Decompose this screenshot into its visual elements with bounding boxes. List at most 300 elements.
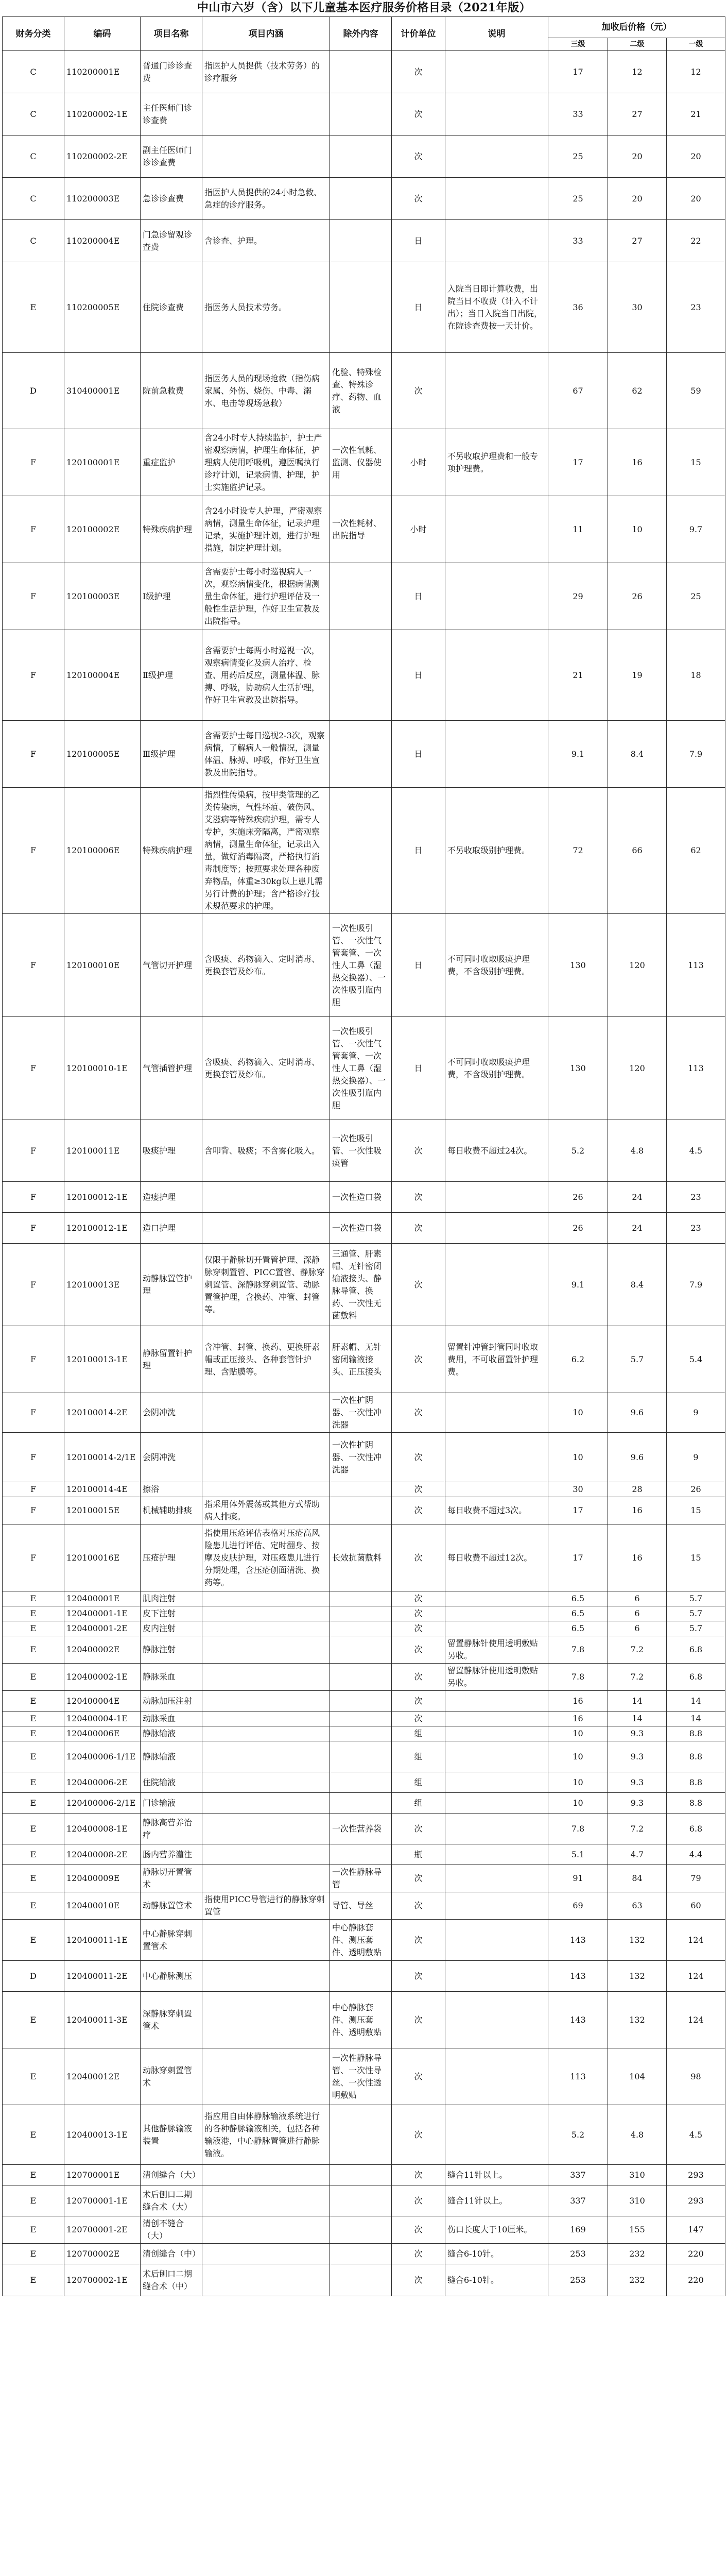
row-price-level-1: 220 xyxy=(667,2264,725,2296)
row-excluded: 导管、导丝 xyxy=(330,1892,392,1920)
row-excluded xyxy=(330,178,392,220)
row-name: 吸痰护理 xyxy=(141,1120,202,1182)
row-price-level-3: 253 xyxy=(548,2244,608,2264)
row-price-level-2: 28 xyxy=(608,1482,667,1497)
row-content xyxy=(202,1726,330,1741)
row-price-level-2: 27 xyxy=(608,93,667,135)
row-code: 110200001E xyxy=(64,51,141,93)
row-content: 指医护人员提供（技术劳务）的诊疗服务 xyxy=(202,51,330,93)
row-note xyxy=(445,1844,548,1865)
row-note xyxy=(445,1992,548,2048)
row-price-level-2: 9.6 xyxy=(608,1393,667,1433)
row-unit: 次 xyxy=(392,1865,445,1892)
row-content: 含需要护士每日巡视2-3次，观察病情，了解病人一般情况，测量体温、脉搏、呼吸，作好卫生宣教及出院指导。 xyxy=(202,721,330,788)
table-row xyxy=(3,1017,725,1120)
row-category: E xyxy=(3,1920,64,1961)
table-row xyxy=(3,262,725,353)
row-unit: 次 xyxy=(392,1621,445,1636)
row-excluded: 一次性造口袋 xyxy=(330,1213,392,1244)
row-name: 门急诊留观诊查费 xyxy=(141,220,202,262)
table-row xyxy=(3,788,725,914)
row-price-level-2: 12 xyxy=(608,51,667,93)
row-price-level-2: 62 xyxy=(608,353,667,429)
row-category: C xyxy=(3,93,64,135)
row-price-level-1: 15 xyxy=(667,1497,725,1524)
row-note xyxy=(445,51,548,93)
row-price-level-3: 5.1 xyxy=(548,1844,608,1865)
row-category: E xyxy=(3,2264,64,2296)
row-content xyxy=(202,1844,330,1865)
row-note xyxy=(445,220,548,262)
row-price-level-3: 6.5 xyxy=(548,1621,608,1636)
row-content xyxy=(202,1920,330,1961)
row-category: C xyxy=(3,135,64,178)
row-excluded xyxy=(330,1621,392,1636)
row-unit: 次 xyxy=(392,2048,445,2105)
row-content xyxy=(202,1793,330,1814)
table-row xyxy=(3,1244,725,1326)
row-category: E xyxy=(3,2216,64,2244)
row-content xyxy=(202,1393,330,1433)
row-note xyxy=(445,1920,548,1961)
row-excluded xyxy=(330,2264,392,2296)
row-excluded xyxy=(330,2105,392,2165)
row-excluded xyxy=(330,1772,392,1793)
row-excluded: 化验、特殊检查、特殊诊疗、药物、血液 xyxy=(330,353,392,429)
row-unit: 次 xyxy=(392,178,445,220)
row-code: 120100014-2/1E xyxy=(64,1433,141,1482)
row-note xyxy=(445,1182,548,1213)
row-content xyxy=(202,1213,330,1244)
row-code: 120400011-2E xyxy=(64,1961,141,1992)
row-name: 静脉注射 xyxy=(141,1636,202,1664)
row-excluded: 三通管、肝素帽、无针密闭输液接头、静脉导管、换药、一次性无菌敷料 xyxy=(330,1244,392,1326)
row-price-level-2: 7.2 xyxy=(608,1814,667,1844)
header-name: 项目名称 xyxy=(141,17,202,51)
row-name: 肠内营养灌注 xyxy=(141,1844,202,1865)
table-row xyxy=(3,496,725,563)
row-note xyxy=(445,1793,548,1814)
row-price-level-3: 67 xyxy=(548,353,608,429)
row-price-level-3: 10 xyxy=(548,1741,608,1772)
row-note: 缝合6-10针。 xyxy=(445,2244,548,2264)
table-row xyxy=(3,220,725,262)
row-price-level-1: 293 xyxy=(667,2185,725,2216)
row-price-level-1: 124 xyxy=(667,1920,725,1961)
row-name: 静脉采血 xyxy=(141,1664,202,1691)
row-code: 120100001E xyxy=(64,429,141,496)
row-code: 120400011-1E xyxy=(64,1920,141,1961)
row-note xyxy=(445,1393,548,1433)
row-price-level-2: 16 xyxy=(608,1524,667,1591)
table-row xyxy=(3,1726,725,1741)
row-price-level-2: 9.3 xyxy=(608,1793,667,1814)
row-name: 动脉采血 xyxy=(141,1711,202,1726)
row-unit: 次 xyxy=(392,1213,445,1244)
row-price-level-1: 98 xyxy=(667,2048,725,2105)
row-price-level-2: 104 xyxy=(608,2048,667,2105)
row-excluded xyxy=(330,1664,392,1691)
row-code: 120400013-1E xyxy=(64,2105,141,2165)
row-code: 120700001-1E xyxy=(64,2185,141,2216)
row-code: 120400004E xyxy=(64,1691,141,1711)
row-name: 清创缝合（大） xyxy=(141,2165,202,2185)
row-note: 缝合6-10针。 xyxy=(445,2264,548,2296)
row-price-level-1: 7.9 xyxy=(667,1244,725,1326)
header-note: 说明 xyxy=(445,17,548,51)
row-price-level-2: 132 xyxy=(608,1961,667,1992)
row-note: 不可同时收取吸痰护理费，不含级别护理费。 xyxy=(445,1017,548,1120)
row-price-level-2: 5.7 xyxy=(608,1326,667,1393)
row-code: 120100006E xyxy=(64,788,141,914)
row-name: 中心静脉测压 xyxy=(141,1961,202,1992)
row-name: 静脉切开置管术 xyxy=(141,1865,202,1892)
table-row xyxy=(3,1482,725,1497)
row-excluded: 中心静脉套件、测压套件、透明敷贴 xyxy=(330,1920,392,1961)
row-price-level-3: 7.8 xyxy=(548,1636,608,1664)
row-content xyxy=(202,1814,330,1844)
row-price-level-2: 310 xyxy=(608,2185,667,2216)
table-row xyxy=(3,2216,725,2244)
row-note: 留置静脉针使用透明敷贴另收。 xyxy=(445,1664,548,1691)
row-name: 皮内注射 xyxy=(141,1621,202,1636)
row-name: 会阴冲洗 xyxy=(141,1393,202,1433)
row-code: 120400002-1E xyxy=(64,1664,141,1691)
row-unit: 次 xyxy=(392,1591,445,1606)
row-price-level-1: 62 xyxy=(667,788,725,914)
row-category: E xyxy=(3,1814,64,1844)
row-content: 指烈性传染病，按甲类管理的乙类传染病，气性坏疽、破伤风、艾滋病等特殊疾病护理，需专人专护，实施床旁隔离，严密观察病情，测量生命体征，记录出入量，做好消毒隔离，严格执行消毒制度等；按照要求处理各种废弃物品，体重≥30kg以上患儿需另行计费的护理；含严格诊疗技术规范要求的护理。 xyxy=(202,788,330,914)
row-price-level-1: 79 xyxy=(667,1865,725,1892)
header-unit: 计价单位 xyxy=(392,17,445,51)
table-row xyxy=(3,1636,725,1664)
row-category: F xyxy=(3,1120,64,1182)
row-content xyxy=(202,1772,330,1793)
row-unit: 日 xyxy=(392,630,445,721)
table-row xyxy=(3,1621,725,1636)
row-unit: 次 xyxy=(392,93,445,135)
table-row xyxy=(3,135,725,178)
row-price-level-3: 6.5 xyxy=(548,1591,608,1606)
row-code: 120400011-3E xyxy=(64,1992,141,2048)
row-price-level-1: 6.8 xyxy=(667,1814,725,1844)
row-unit: 组 xyxy=(392,1793,445,1814)
row-code: 120700001E xyxy=(64,2165,141,2185)
table-row xyxy=(3,1772,725,1793)
row-category: E xyxy=(3,1621,64,1636)
row-category: F xyxy=(3,1326,64,1393)
table-row xyxy=(3,1326,725,1393)
row-price-level-3: 33 xyxy=(548,220,608,262)
row-price-level-1: 23 xyxy=(667,1182,725,1213)
row-note xyxy=(445,353,548,429)
row-price-level-1: 23 xyxy=(667,262,725,353)
row-note xyxy=(445,1865,548,1892)
table-row xyxy=(3,1497,725,1524)
row-note xyxy=(445,563,548,630)
row-excluded xyxy=(330,1636,392,1664)
row-price-level-2: 8.4 xyxy=(608,721,667,788)
row-price-level-3: 72 xyxy=(548,788,608,914)
row-content xyxy=(202,2185,330,2216)
row-price-level-3: 30 xyxy=(548,1482,608,1497)
row-excluded xyxy=(330,630,392,721)
row-price-level-1: 12 xyxy=(667,51,725,93)
row-excluded xyxy=(330,1741,392,1772)
row-code: 120100002E xyxy=(64,496,141,563)
table-row xyxy=(3,1992,725,2048)
row-unit: 次 xyxy=(392,1120,445,1182)
row-content: 含24小时设专人护理，严密观察病情，测量生命体征，记录护理记录，实施护理计划，进行护理措施，制定护理计划。 xyxy=(202,496,330,563)
row-content xyxy=(202,1182,330,1213)
row-excluded xyxy=(330,1591,392,1606)
row-content xyxy=(202,2264,330,2296)
row-code: 120400004-1E xyxy=(64,1711,141,1726)
row-note xyxy=(445,1433,548,1482)
row-note: 留置静脉针使用透明敷贴另收。 xyxy=(445,1636,548,1664)
row-content xyxy=(202,1591,330,1606)
row-price-level-2: 9.3 xyxy=(608,1741,667,1772)
row-category: E xyxy=(3,1844,64,1865)
row-category: E xyxy=(3,1865,64,1892)
row-name: 造瘘护理 xyxy=(141,1182,202,1213)
row-price-level-1: 8.8 xyxy=(667,1726,725,1741)
row-code: 120400006-1/1E xyxy=(64,1741,141,1772)
row-price-level-2: 7.2 xyxy=(608,1636,667,1664)
row-price-level-3: 17 xyxy=(548,1524,608,1591)
row-name: 肌肉注射 xyxy=(141,1591,202,1606)
header-category: 财务分类 xyxy=(3,17,64,51)
row-price-level-3: 91 xyxy=(548,1865,608,1892)
row-name: 中心静脉穿刺置管术 xyxy=(141,1920,202,1961)
row-price-level-1: 124 xyxy=(667,1961,725,1992)
row-code: 110200002-2E xyxy=(64,135,141,178)
row-name: 机械辅助排痰 xyxy=(141,1497,202,1524)
row-price-level-1: 23 xyxy=(667,1213,725,1244)
row-price-level-1: 6.8 xyxy=(667,1664,725,1691)
row-note: 每日收费不超过24次。 xyxy=(445,1120,548,1182)
row-code: 120100011E xyxy=(64,1120,141,1182)
row-price-level-1: 14 xyxy=(667,1691,725,1711)
table-row xyxy=(3,1844,725,1865)
row-unit: 组 xyxy=(392,1726,445,1741)
row-category: D xyxy=(3,1961,64,1992)
row-category: F xyxy=(3,788,64,914)
row-content: 指采用体外震荡或其他方式帮助病人排痰。 xyxy=(202,1497,330,1524)
row-price-level-3: 17 xyxy=(548,51,608,93)
row-code: 120400002E xyxy=(64,1636,141,1664)
row-name: 急诊诊查费 xyxy=(141,178,202,220)
row-code: 120400009E xyxy=(64,1865,141,1892)
row-excluded: 一次性造口袋 xyxy=(330,1182,392,1213)
row-price-level-2: 30 xyxy=(608,262,667,353)
row-price-level-2: 4.8 xyxy=(608,2105,667,2165)
row-code: 120100013E xyxy=(64,1244,141,1326)
table-row xyxy=(3,2048,725,2105)
row-category: C xyxy=(3,220,64,262)
row-price-level-2: 7.2 xyxy=(608,1664,667,1691)
row-name: 动脉穿刺置管术 xyxy=(141,2048,202,2105)
row-category: F xyxy=(3,1244,64,1326)
row-unit: 日 xyxy=(392,262,445,353)
row-note xyxy=(445,1892,548,1920)
row-name: 会阴冲洗 xyxy=(141,1433,202,1482)
row-price-level-3: 5.2 xyxy=(548,2105,608,2165)
row-price-level-1: 113 xyxy=(667,914,725,1017)
row-code: 120100012-1E xyxy=(64,1213,141,1244)
row-name: 静脉高营养治疗 xyxy=(141,1814,202,1844)
table-row xyxy=(3,429,725,496)
table-row xyxy=(3,51,725,93)
row-price-level-2: 26 xyxy=(608,563,667,630)
row-price-level-1: 4.5 xyxy=(667,2105,725,2165)
row-note: 不可同时收取吸痰护理费，不含级别护理费。 xyxy=(445,914,548,1017)
row-excluded xyxy=(330,1844,392,1865)
row-code: 120400001E xyxy=(64,1591,141,1606)
row-code: 120100013-1E xyxy=(64,1326,141,1393)
row-code: 120400008-2E xyxy=(64,1844,141,1865)
row-category: C xyxy=(3,51,64,93)
row-price-level-3: 10 xyxy=(548,1726,608,1741)
row-price-level-2: 6 xyxy=(608,1621,667,1636)
row-excluded: 长效抗菌敷料 xyxy=(330,1524,392,1591)
row-name: 院前急救费 xyxy=(141,353,202,429)
row-name: 清创不缝合（大） xyxy=(141,2216,202,2244)
table-row xyxy=(3,1213,725,1244)
table-row xyxy=(3,721,725,788)
row-name: 住院输液 xyxy=(141,1772,202,1793)
row-unit: 小时 xyxy=(392,496,445,563)
header-excluded: 除外内容 xyxy=(330,17,392,51)
row-unit: 次 xyxy=(392,2105,445,2165)
row-content xyxy=(202,2165,330,2185)
row-price-level-3: 16 xyxy=(548,1691,608,1711)
row-price-level-1: 4.4 xyxy=(667,1844,725,1865)
row-price-level-2: 9.6 xyxy=(608,1433,667,1482)
row-category: E xyxy=(3,2185,64,2216)
row-price-level-1: 7.9 xyxy=(667,721,725,788)
row-excluded: 一次性扩阴器、一次性冲洗器 xyxy=(330,1393,392,1433)
row-name: 气管插管护理 xyxy=(141,1017,202,1120)
row-price-level-1: 15 xyxy=(667,429,725,496)
table-row xyxy=(3,1814,725,1844)
row-note xyxy=(445,1726,548,1741)
row-name: 静脉输液 xyxy=(141,1741,202,1772)
row-note xyxy=(445,135,548,178)
row-price-level-1: 293 xyxy=(667,2165,725,2185)
row-excluded: 一次性耗材、出院指导 xyxy=(330,496,392,563)
row-unit: 日 xyxy=(392,914,445,1017)
row-price-level-1: 5.7 xyxy=(667,1606,725,1621)
row-excluded xyxy=(330,220,392,262)
row-content xyxy=(202,1961,330,1992)
row-unit: 次 xyxy=(392,2264,445,2296)
row-price-level-1: 9 xyxy=(667,1393,725,1433)
row-unit: 日 xyxy=(392,788,445,914)
table-row xyxy=(3,1393,725,1433)
row-price-level-3: 9.1 xyxy=(548,1244,608,1326)
row-code: 120100015E xyxy=(64,1497,141,1524)
row-content xyxy=(202,1865,330,1892)
row-content xyxy=(202,93,330,135)
row-price-level-2: 10 xyxy=(608,496,667,563)
row-code: 120100003E xyxy=(64,563,141,630)
row-category: F xyxy=(3,1213,64,1244)
row-name: 静脉输液 xyxy=(141,1726,202,1741)
table-row xyxy=(3,2185,725,2216)
row-price-level-2: 84 xyxy=(608,1865,667,1892)
row-price-level-1: 9.7 xyxy=(667,496,725,563)
row-unit: 小时 xyxy=(392,429,445,496)
row-price-level-3: 7.8 xyxy=(548,1664,608,1691)
row-excluded xyxy=(330,51,392,93)
table-row xyxy=(3,93,725,135)
row-category: F xyxy=(3,563,64,630)
table-row xyxy=(3,1892,725,1920)
row-price-level-3: 11 xyxy=(548,496,608,563)
row-price-level-2: 20 xyxy=(608,178,667,220)
row-price-level-3: 130 xyxy=(548,1017,608,1120)
header-code: 编码 xyxy=(64,17,141,51)
row-price-level-1: 15 xyxy=(667,1524,725,1591)
row-unit: 次 xyxy=(392,1664,445,1691)
row-code: 120400001-2E xyxy=(64,1621,141,1636)
row-excluded: 一次性静脉导管、一次性导丝、一次性透明敷贴 xyxy=(330,2048,392,2105)
row-price-level-1: 9 xyxy=(667,1433,725,1482)
row-unit: 次 xyxy=(392,1961,445,1992)
header-content: 项目内涵 xyxy=(202,17,330,51)
row-content: 指医护人员提供的24小时急救、急症的诊疗服务。 xyxy=(202,178,330,220)
row-price-level-3: 16 xyxy=(548,1711,608,1726)
table-row xyxy=(3,563,725,630)
row-code: 110200005E xyxy=(64,262,141,353)
row-unit: 次 xyxy=(392,1606,445,1621)
row-name: 副主任医师门诊诊查费 xyxy=(141,135,202,178)
row-note: 每日收费不超过3次。 xyxy=(445,1497,548,1524)
row-price-level-1: 25 xyxy=(667,563,725,630)
row-price-level-2: 120 xyxy=(608,914,667,1017)
row-price-level-2: 6 xyxy=(608,1591,667,1606)
row-price-level-1: 60 xyxy=(667,1892,725,1920)
row-price-level-3: 29 xyxy=(548,563,608,630)
row-name: 清创缝合（中） xyxy=(141,2244,202,2264)
row-category: F xyxy=(3,1433,64,1482)
row-price-level-3: 36 xyxy=(548,262,608,353)
row-excluded: 一次性扩阴器、一次性冲洗器 xyxy=(330,1433,392,1482)
header-level-3: 三级 xyxy=(548,38,608,51)
row-price-level-3: 143 xyxy=(548,1920,608,1961)
row-price-level-3: 10 xyxy=(548,1393,608,1433)
row-unit: 次 xyxy=(392,1814,445,1844)
row-code: 120100010-1E xyxy=(64,1017,141,1120)
table-row xyxy=(3,2244,725,2264)
row-name: Ⅱ级护理 xyxy=(141,630,202,721)
row-note xyxy=(445,721,548,788)
table-row xyxy=(3,1664,725,1691)
row-price-level-3: 113 xyxy=(548,2048,608,2105)
row-price-level-3: 130 xyxy=(548,914,608,1017)
row-content: 含冲管、封管、换药、更换肝素帽或正压接头、各种套管针护理、含贴膜等。 xyxy=(202,1326,330,1393)
row-note: 入院当日即计算收费，出院当日不收费（计入不计出）；当日入院当日出院，在院诊查费按一天计价。 xyxy=(445,262,548,353)
row-category: F xyxy=(3,429,64,496)
row-note xyxy=(445,2105,548,2165)
row-unit: 组 xyxy=(392,1741,445,1772)
row-price-level-1: 59 xyxy=(667,353,725,429)
row-name: 主任医师门诊诊查费 xyxy=(141,93,202,135)
row-excluded xyxy=(330,1726,392,1741)
row-category: E xyxy=(3,2105,64,2165)
row-excluded xyxy=(330,1793,392,1814)
